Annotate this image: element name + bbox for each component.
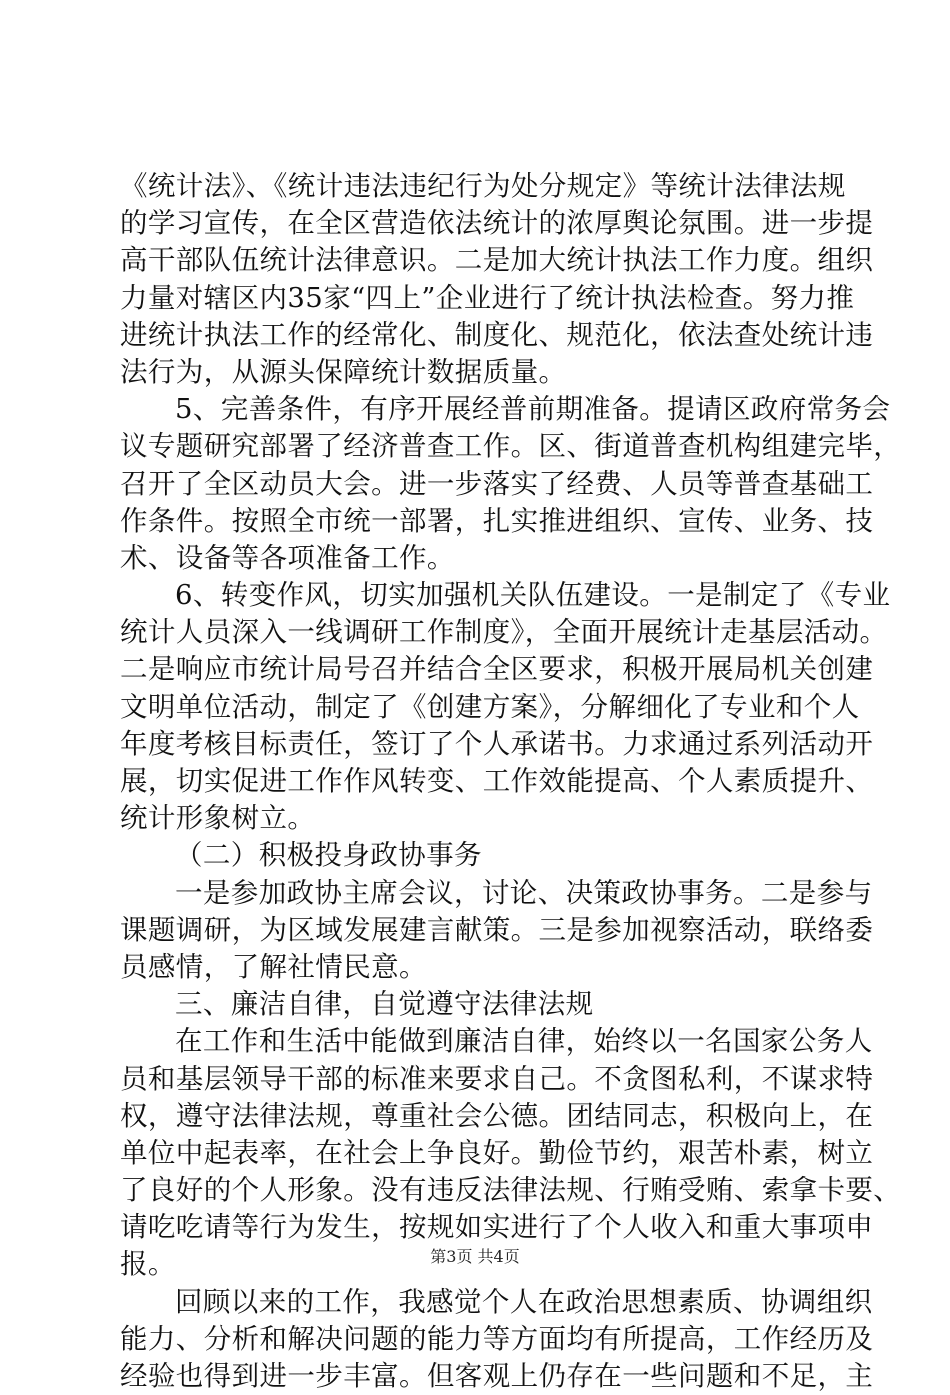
text-line: 能力、分析和解决问题的能力等方面均有所提高，工作经历及	[120, 1322, 874, 1355]
text-line: 经验也得到进一步丰富。但客观上仍存在一些问题和不足，主	[120, 1360, 874, 1392]
document-body	[120, 168, 902, 1395]
text-line: 了良好的个人形象。没有违反法律法规、行贿受贿、索拿卡要、	[120, 1174, 902, 1207]
text-line: 术、设备等各项准备工作。	[120, 541, 455, 574]
text-line: 展，切实促进工作作风转变、工作效能提高、个人素质提升、	[120, 765, 874, 797]
text-line: 二是响应市统计局号召并结合全区要求，积极开展局机关创建	[120, 653, 874, 686]
text-line: （二）积极投身政协事务	[175, 839, 482, 872]
text-line: 课题调研，为区域发展建言献策。三是参加视察活动，联络委	[120, 913, 874, 946]
text-line: 高干部队伍统计法律意识。二是加大统计执法工作力度。组织	[120, 244, 874, 277]
text-line: 文明单位活动，制定了《创建方案》，分解细化了专业和个人	[120, 690, 860, 723]
text-line: 单位中起表率，在社会上争良好。勤俭节约，艰苦朴素，树立	[120, 1136, 874, 1169]
text-line: 报。	[120, 1248, 176, 1281]
text-line: 年度考核目标责任，签订了个人承诺书。力求通过系列活动开	[120, 727, 874, 760]
text-line: 统计人员深入一线调研工作制度》，全面开展统计走基层活动。	[120, 616, 888, 649]
text-line: 召开了全区动员大会。进一步落实了经费、人员等普查基础工	[120, 467, 874, 500]
text-line: 法行为，从源头保障统计数据质量。	[120, 355, 567, 388]
text-line: 统计形象树立。	[120, 802, 316, 835]
text-line: 在工作和生活中能做到廉洁自律，始终以一名国家公务人	[175, 1025, 873, 1058]
page-footer: 第3页 共4页	[430, 1247, 520, 1266]
text-line: 力量对辖区内35家“四上”企业进行了统计执法检查。努力推	[120, 281, 855, 314]
text-line: 的学习宣传，在全区营造依法统计的浓厚舆论氛围。进一步提	[120, 207, 874, 240]
text-line: 回顾以来的工作，我感觉个人在政治思想素质、协调组织	[175, 1285, 873, 1318]
text-line: 《统计法》、《统计违法违纪行为处分规定》等统计法律法规	[120, 170, 846, 202]
text-line: 员感情，了解社情民意。	[120, 950, 427, 983]
text-line: 三、廉洁自律，自觉遵守法律法规	[175, 988, 594, 1021]
text-line: 6、转变作风，切实加强机关队伍建设。一是制定了《专业	[175, 579, 891, 612]
text-line: 作条件。按照全市统一部署，扎实推进组织、宣传、业务、技	[120, 504, 874, 537]
text-line: 请吃吃请等行为发生，按规如实进行了个人收入和重大事项申	[120, 1211, 874, 1244]
text-line: 议专题研究部署了经济普查工作。区、街道普查机构组建完毕，	[120, 430, 902, 463]
text-line: 一是参加政协主席会议，讨论、决策政协事务。二是参与	[175, 876, 873, 909]
text-line: 权，遵守法律法规，尊重社会公德。团结同志，积极向上，在	[120, 1099, 874, 1132]
text-line: 进统计执法工作的经常化、制度化、规范化，依法查处统计违	[120, 318, 874, 351]
text-line: 5、完善条件，有序开展经普前期准备。提请区政府常务会	[175, 393, 891, 426]
text-line: 员和基层领导干部的标准来要求自己。不贪图私利，不谋求特	[120, 1062, 874, 1095]
